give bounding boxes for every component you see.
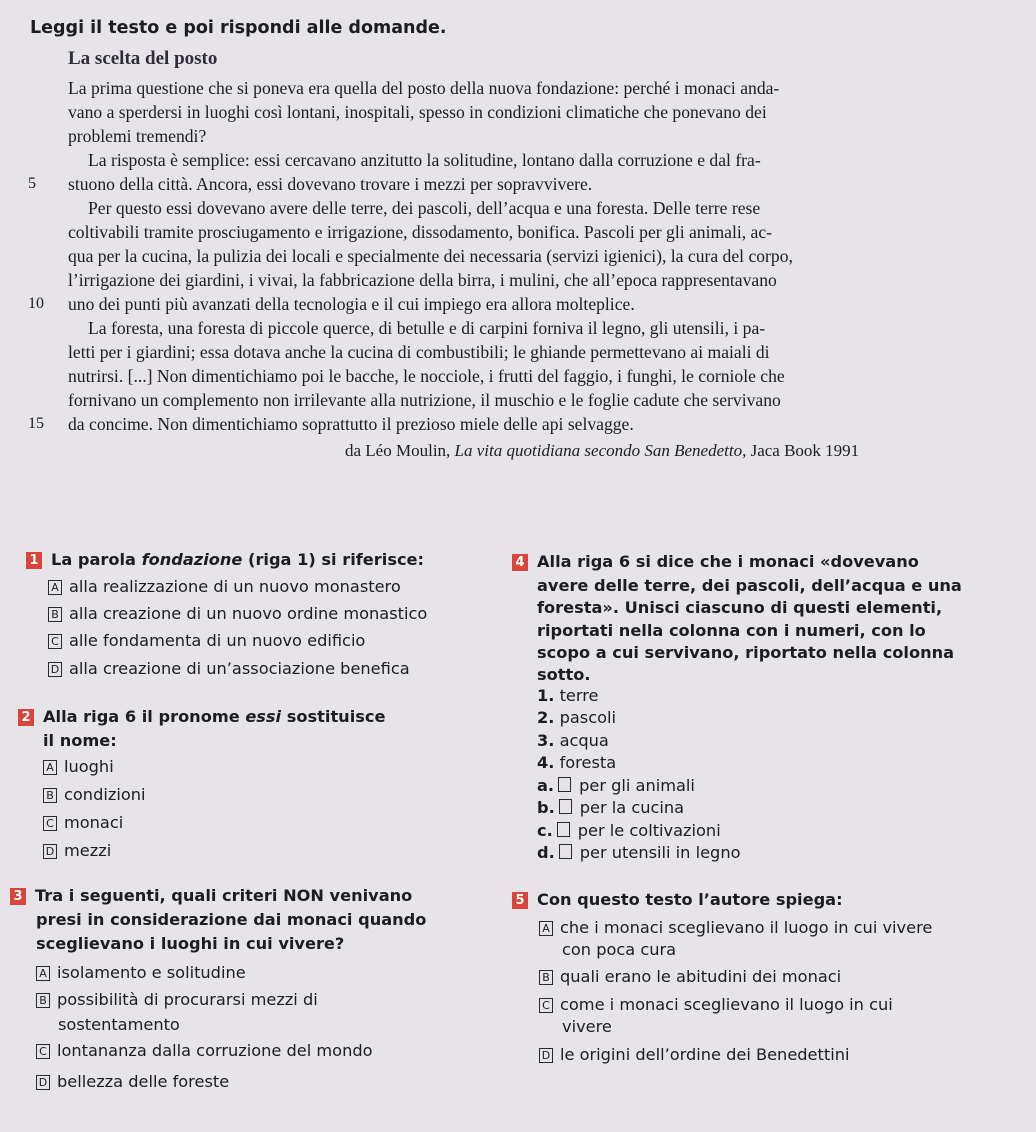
option-text: alla realizzazione di un nuovo monastero — [69, 577, 401, 596]
option-letter: D — [48, 662, 62, 677]
question-2-prompt — [18, 707, 385, 726]
q1-option-b[interactable] — [48, 604, 427, 623]
option-text: lontananza dalla corruzione del mondo — [57, 1041, 373, 1060]
question-4-prompt-line: riportati nella colonna con i numeri, con lo — [537, 621, 926, 640]
option-letter: A — [48, 580, 62, 595]
q4-purpose-a — [537, 776, 695, 795]
option-letter: A — [539, 921, 553, 936]
q3-option-b[interactable] — [36, 990, 318, 1009]
question-4-prompt-line: avere delle terre, dei pascoli, dell’acqua e una — [537, 576, 962, 595]
source-citation — [345, 441, 859, 461]
question-3-prompt-line: presi in considerazione dai monaci quando — [36, 910, 427, 929]
q5-option-c[interactable] — [539, 995, 893, 1014]
passage-line: letti per i giardini; essa dotava anche la cucina di combustibili; le ghiande permettevano ai maiali di — [68, 342, 770, 362]
q5-option-c-continued: vivere — [562, 1017, 612, 1036]
option-letter: D — [36, 1075, 50, 1090]
q2-line1-em: essi — [245, 707, 282, 726]
option-letter: D — [43, 844, 57, 859]
purpose-letter: d. — [537, 843, 555, 862]
option-letter: C — [43, 816, 57, 831]
q4-item-terre — [537, 686, 599, 705]
passage-line: vano a sperdersi in luoghi così lontani, inospitali, spesso in condizioni climatiche che ponevano dei — [68, 102, 767, 122]
option-text: isolamento e solitudine — [57, 963, 246, 982]
source-title: La vita quotidiana secondo San Benedetto — [454, 441, 743, 460]
passage-line-text: qua per la cucina, la pulizia dei locali e specialmente dei necessaria (servizi igienici), la cura del corpo, — [68, 246, 793, 266]
question-number-badge: 1 — [26, 552, 42, 569]
item-text: foresta — [559, 753, 617, 772]
question-2-prompt-line: il nome: — [43, 731, 117, 750]
option-letter: B — [539, 970, 553, 985]
line-number: 5 — [28, 175, 36, 192]
option-letter: A — [43, 760, 57, 775]
passage-line: nutrirsi. [...] Non dimentichiamo poi le bacche, le nocciole, i frutti del faggio, i funghi, le corniole che — [68, 366, 785, 386]
q4-item-pascoli — [537, 708, 616, 727]
q2-option-c[interactable] — [43, 813, 123, 832]
q5-option-b[interactable] — [539, 967, 841, 986]
option-letter: C — [539, 998, 553, 1013]
item-text: acqua — [559, 731, 609, 750]
q1-prompt-em: fondazione — [141, 550, 243, 569]
purpose-text: per gli animali — [579, 776, 695, 795]
passage-line: problemi tremendi? — [68, 126, 207, 146]
source-suffix: , Jaca Book 1991 — [742, 441, 860, 460]
question-5-prompt — [512, 890, 843, 909]
q3-option-b-continued: sostentamento — [58, 1015, 180, 1034]
purpose-text: per le coltivazioni — [577, 821, 721, 840]
option-letter: B — [36, 993, 50, 1008]
passage-line: La risposta è semplice: essi cercavano anzitutto la solitudine, lontano dalla corruzione e dal fra- — [88, 150, 761, 170]
q1-option-d[interactable] — [48, 659, 410, 678]
option-letter: C — [36, 1044, 50, 1059]
passage-line: coltivabili tramite prosciugamento e irrigazione, dissodamento, bonifica. Pascoli per gli animali, ac- — [68, 222, 773, 242]
purpose-letter: a. — [537, 776, 555, 795]
q5-option-a[interactable] — [539, 918, 932, 937]
option-text: bellezza delle foreste — [57, 1072, 230, 1091]
q5-option-d[interactable] — [539, 1045, 849, 1064]
q4-purpose-d — [537, 843, 740, 862]
option-text: luoghi — [64, 757, 114, 776]
item-text: pascoli — [559, 708, 617, 727]
q2-option-a[interactable] — [43, 757, 114, 776]
item-number: 4. — [537, 753, 555, 772]
q1-option-a[interactable] — [48, 577, 401, 596]
question-number-badge: 2 — [18, 709, 34, 726]
q3-option-a[interactable] — [36, 963, 246, 982]
passage-line: La prima questione che si poneva era quella del posto della nuova fondazione: perché i monaci anda- — [68, 78, 780, 98]
q3-option-d[interactable] — [36, 1072, 229, 1091]
option-letter: A — [36, 966, 50, 981]
q5-prompt: Con questo testo l’autore spiega: — [537, 890, 843, 909]
instruction: Leggi il testo e poi rispondi alle domande. — [30, 18, 447, 38]
q3-line: Tra i seguenti, quali criteri NON venivano — [35, 886, 413, 905]
q1-prompt-b: (riga 1) si riferisce: — [242, 550, 425, 569]
option-text: alla creazione di un nuovo ordine monastico — [69, 604, 428, 623]
question-3-prompt-line: sceglievano i luoghi in cui vivere? — [36, 934, 345, 953]
option-letter: B — [48, 607, 62, 622]
question-number-badge: 4 — [512, 554, 528, 571]
option-text: alla creazione di un’associazione benefica — [69, 659, 410, 678]
passage-line: uno dei punti più avanzati della tecnologia e il cui impiego era allora molteplice. — [68, 294, 635, 314]
question-3-prompt — [10, 886, 412, 905]
answer-box[interactable] — [558, 777, 571, 792]
answer-box[interactable] — [559, 844, 572, 859]
question-4-prompt-line: scopo a cui servivano, riportato nella colonna — [537, 643, 955, 662]
question-1-prompt — [26, 550, 424, 569]
question-4-prompt-line: sotto. — [537, 665, 591, 684]
purpose-letter: c. — [537, 821, 553, 840]
q1-prompt-a: La parola — [51, 550, 142, 569]
option-text: mezzi — [64, 841, 112, 860]
purpose-text: per utensili in legno — [579, 843, 741, 862]
question-number-badge: 5 — [512, 892, 528, 909]
q2-option-b[interactable] — [43, 785, 146, 804]
answer-box[interactable] — [557, 822, 570, 837]
option-letter: C — [48, 634, 62, 649]
option-letter: D — [539, 1048, 553, 1063]
passage-line — [68, 246, 793, 267]
passage-line: fornivano un complemento non irrilevante alla nutrizione, il muschio e le foglie cadute che servivano — [68, 390, 781, 410]
question-number-badge: 3 — [10, 888, 26, 905]
option-text: le origini dell’ordine dei Benedettini — [560, 1045, 850, 1064]
question-4-prompt — [512, 552, 919, 571]
item-number: 1. — [537, 686, 555, 705]
passage-line: stuono della città. Ancora, essi dovevano trovare i mezzi per sopravvivere. — [68, 174, 593, 194]
q4-purpose-b — [537, 798, 684, 817]
q3-option-c[interactable] — [36, 1041, 373, 1060]
q4-item-foresta — [537, 753, 616, 772]
q4-item-acqua — [537, 731, 609, 750]
q2-line1-a: Alla riga 6 il pronome — [43, 707, 246, 726]
q5-option-a-continued: con poca cura — [562, 940, 677, 959]
answer-box[interactable] — [559, 799, 572, 814]
purpose-text: per la cucina — [579, 798, 685, 817]
option-text: come i monaci sceglievano il luogo in cui — [560, 995, 893, 1014]
passage-line: da concime. Non dimentichiamo soprattutto il prezioso miele delle api selvagge. — [68, 414, 634, 434]
option-text: alle fondamenta di un nuovo edificio — [69, 631, 366, 650]
option-letter: B — [43, 788, 57, 803]
option-text: condizioni — [64, 785, 146, 804]
q1-option-c[interactable] — [48, 631, 365, 650]
passage-line: La foresta, una foresta di piccole querce, di betulle e di carpini forniva il legno, gli utensili, i pa- — [88, 318, 766, 338]
purpose-letter: b. — [537, 798, 555, 817]
option-text: monaci — [64, 813, 124, 832]
source-prefix: da Léo Moulin, — [345, 441, 455, 460]
q4-purpose-c — [537, 821, 721, 840]
line-number: 15 — [28, 415, 44, 432]
item-number: 2. — [537, 708, 555, 727]
option-text: quali erano le abitudini dei monaci — [560, 967, 842, 986]
item-text: terre — [559, 686, 599, 705]
q4-line: Alla riga 6 si dice che i monaci «dovevano — [537, 552, 919, 571]
passage-title: La scelta del posto — [68, 48, 218, 69]
passage-line: Per questo essi dovevano avere delle terre, dei pascoli, dell’acqua e una foresta. Delle terre rese — [88, 198, 761, 218]
item-number: 3. — [537, 731, 555, 750]
q2-line1-b: sostituisce — [281, 707, 386, 726]
passage-line: l’irrigazione dei giardini, i vivai, la fabbricazione della birra, i mulini, che all’epoca rappresentavano — [68, 270, 777, 290]
option-text: che i monaci sceglievano il luogo in cui vivere — [560, 918, 933, 937]
q2-option-d[interactable] — [43, 841, 111, 860]
line-number: 10 — [28, 295, 44, 312]
option-text: possibilità di procurarsi mezzi di — [57, 990, 318, 1009]
question-4-prompt-line: foresta». Unisci ciascuno di questi elementi, — [537, 598, 943, 617]
